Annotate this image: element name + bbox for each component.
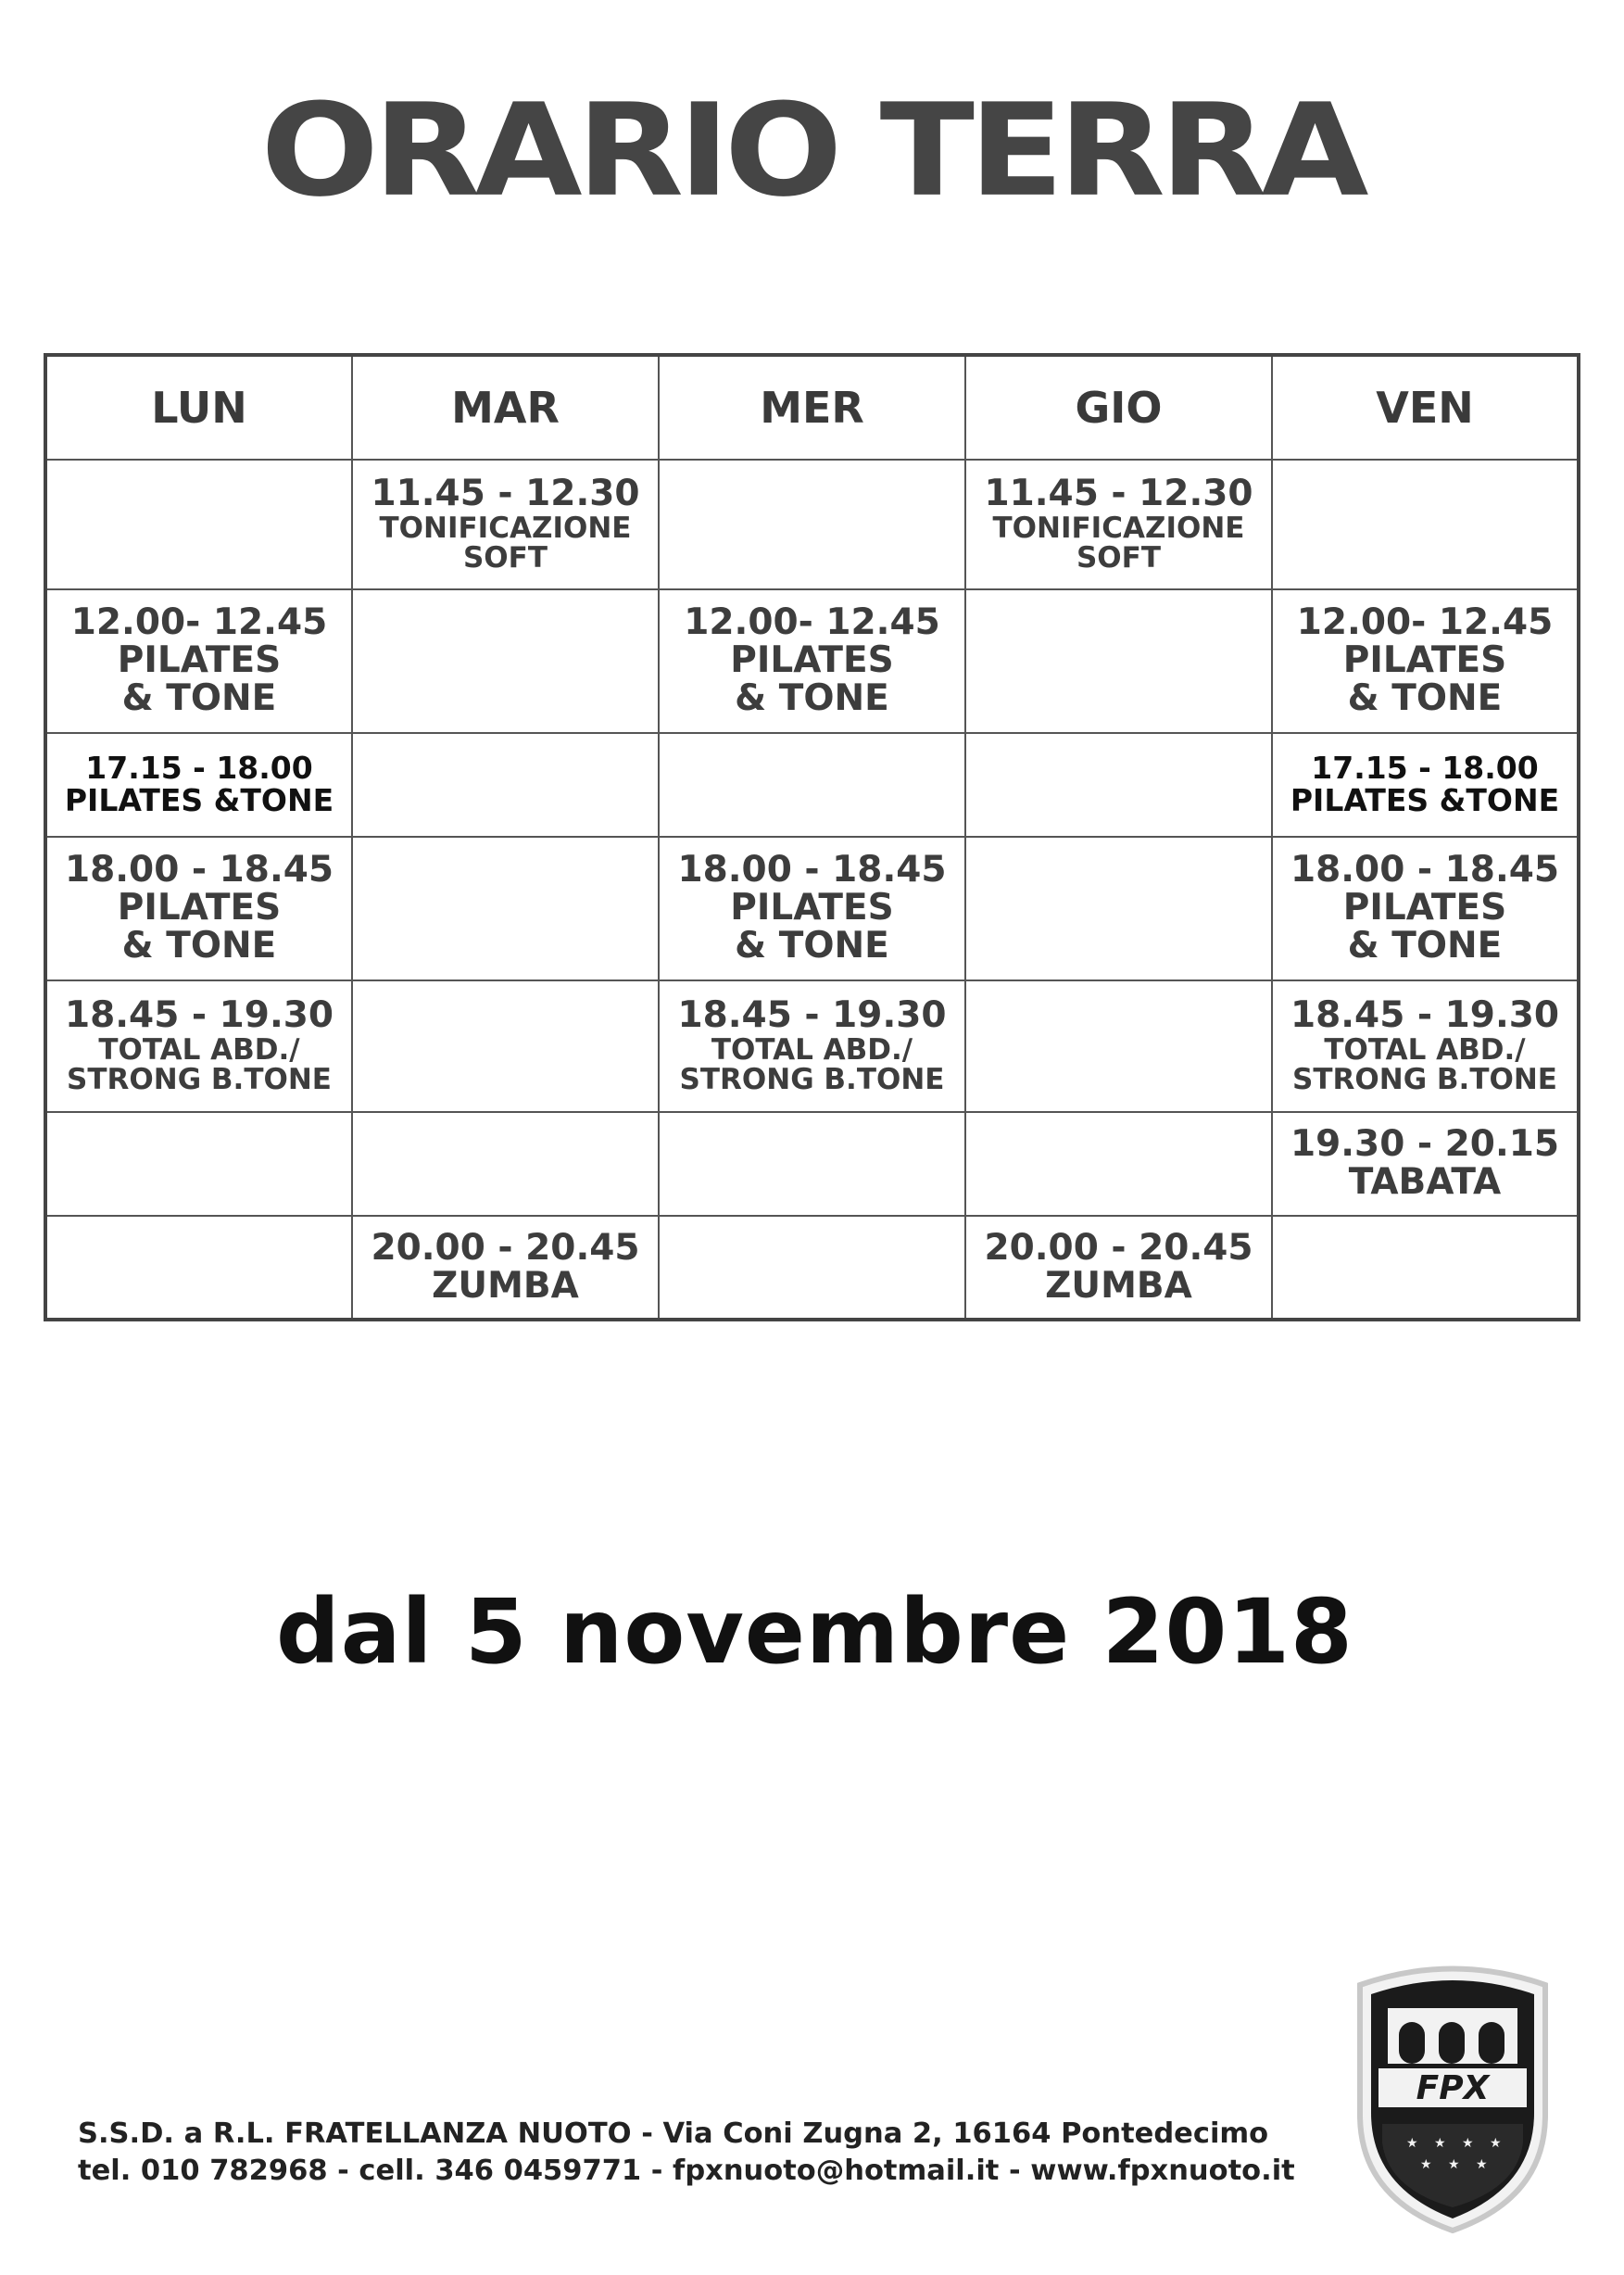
header-row [45,355,1579,460]
table-row [45,733,1579,837]
table-row [45,589,1579,733]
schedule-cell [1272,589,1579,733]
class-name: ZUMBA [1045,1264,1192,1307]
schedule-cell [352,1216,659,1320]
schedule-cell [659,460,965,589]
svg-text:★: ★ [1406,2136,1418,2151]
svg-text:★: ★ [1476,2157,1488,2172]
day-header: LUN [45,355,352,460]
class-name: & TONE [735,676,889,719]
table-row [45,980,1579,1112]
class-name: & TONE [1347,676,1503,719]
schedule-cell [659,1216,965,1320]
schedule-cell [352,589,659,733]
class-time: 17.15 - 18.00 [1311,750,1539,787]
schedule-cell [965,1112,1272,1216]
class-time: 20.00 - 20.45 [984,1226,1253,1269]
schedule-cell [45,589,352,733]
logo-text: FPX [1416,2069,1490,2107]
class-name: PILATES [1342,887,1507,929]
svg-text:★: ★ [1420,2157,1432,2172]
svg-text:★: ★ [1462,2136,1474,2151]
schedule-cell [45,1112,352,1216]
schedule-cell [965,589,1272,733]
class-name: SOFT [462,541,548,575]
class-time: 11.45 - 12.30 [371,472,640,514]
class-name: TOTAL ABD./ [711,1032,913,1067]
schedule-cell [965,980,1272,1112]
svg-text:★: ★ [1448,2157,1460,2172]
schedule-table [44,353,1580,1321]
schedule-cell [1272,460,1579,589]
class-name: TONIFICAZIONE [379,511,632,545]
table-row [45,460,1579,589]
schedule-cell [965,460,1272,589]
class-name: PILATES [117,639,282,682]
schedule-cell [1272,1112,1579,1216]
schedule-cell [45,837,352,980]
class-time: 12.00- 12.45 [1296,601,1554,644]
class-name: SOFT [1076,541,1161,575]
schedule-cell [45,733,352,837]
schedule-cell [659,980,965,1112]
schedule-cell [1272,733,1579,837]
page-title: ORARIO TERRA [260,76,1364,226]
class-time: 11.45 - 12.30 [984,472,1253,514]
class-time: 18.00 - 18.45 [677,849,947,891]
schedule-cell [965,837,1272,980]
schedule-cell [659,837,965,980]
class-name: STRONG B.TONE [1292,1063,1557,1097]
class-name: PILATES &TONE [64,782,334,818]
class-time: 12.00- 12.45 [684,601,940,644]
class-name: STRONG B.TONE [679,1063,945,1097]
class-name: PILATES &TONE [1290,782,1560,818]
class-name: ZUMBA [432,1264,579,1307]
schedule-cell [352,1112,659,1216]
schedule-cell [352,733,659,837]
class-name: & TONE [735,924,889,967]
class-name: PILATES [117,887,282,929]
class-name: TABATA [1348,1161,1502,1203]
class-name: STRONG B.TONE [67,1063,332,1097]
table-row [45,837,1579,980]
schedule-cell [45,1216,352,1320]
svg-text:★: ★ [1490,2136,1502,2151]
schedule-cell [1272,1216,1579,1320]
class-name: TONIFICAZIONE [992,511,1245,545]
class-time: 20.00 - 20.45 [371,1226,640,1269]
schedule-cell [965,1216,1272,1320]
class-name: & TONE [1347,924,1503,967]
class-time: 18.45 - 19.30 [1290,993,1560,1036]
class-time: 12.00- 12.45 [70,601,328,644]
schedule-cell [45,460,352,589]
footer [78,2116,1338,2189]
svg-text:★: ★ [1434,2136,1446,2151]
class-time: 18.00 - 18.45 [64,849,334,891]
schedule-cell [659,589,965,733]
class-name: TOTAL ABD./ [1324,1032,1526,1067]
table-row [45,1216,1579,1320]
schedule-cell [352,980,659,1112]
class-name: & TONE [121,676,277,719]
class-name: PILATES [1342,639,1507,682]
class-time: 19.30 - 20.15 [1290,1123,1560,1166]
day-header: VEN [1272,355,1579,460]
class-name: PILATES [730,639,894,682]
class-time: 17.15 - 18.00 [85,750,313,787]
table-row [45,1112,1579,1216]
class-time: 18.45 - 19.30 [677,993,947,1036]
schedule-cell [1272,837,1579,980]
start-date: dal 5 novembre 2018 [276,1580,1353,1684]
schedule-cell [659,733,965,837]
fpx-shield-logo-icon [1341,1957,1564,2235]
class-time: 18.00 - 18.45 [1290,849,1560,891]
class-time: 18.45 - 19.30 [64,993,334,1036]
schedule-cell [352,837,659,980]
schedule-cell [659,1112,965,1216]
schedule-cell [45,980,352,1112]
day-header: MAR [352,355,659,460]
footer-address: S.S.D. a R.L. FRATELLANZA NUOTO - Via Coni Zugna 2, 16164 Pontedecimo [78,2117,1269,2150]
schedule-cell [965,733,1272,837]
footer-contacts: tel. 010 782968 - cell. 346 0459771 - fpxnuoto@hotmail.it - www.fpxnuoto.it [78,2154,1295,2187]
day-header: MER [659,355,965,460]
day-header: GIO [965,355,1272,460]
schedule-cell [352,460,659,589]
schedule-cell [1272,980,1579,1112]
class-name: TOTAL ABD./ [98,1032,300,1067]
class-name: PILATES [730,887,894,929]
class-name: & TONE [121,924,277,967]
